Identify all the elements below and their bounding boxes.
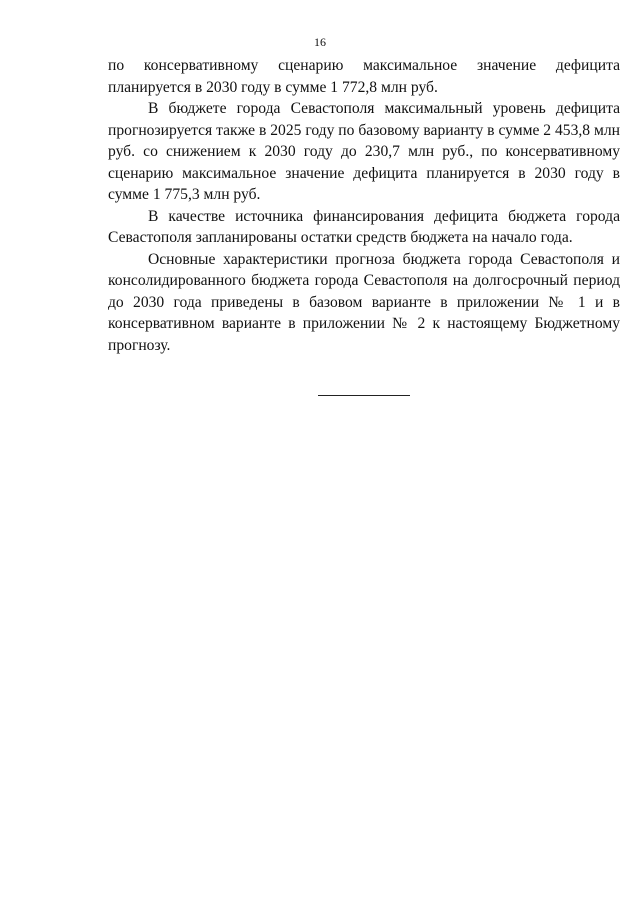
paragraph-forecast-appendices: Основные характеристики прогноза бюджета города Севастополя и консолидированного бюджета города Севастополя на долгосрочный период до 2030 года приведены в базовом варианте в приложении № 1 и в консервативном варианте в приложении № 2 к настоящему Бюджетному прогнозу. <box>108 250 620 354</box>
document-body <box>108 55 620 356</box>
paragraph-deficit-financing-source: В качестве источника финансирования дефицита бюджета города Севастополя запланированы остатки средств бюджета на начало года. <box>108 207 620 246</box>
end-of-text-divider <box>318 395 410 396</box>
paragraph-deficit-conservative-continuation: по консервативному сценарию максимальное значение дефицита планируется в 2030 году в сумме 1 772,8 млн руб. <box>108 57 620 96</box>
paragraph-city-budget-deficit: В бюджете города Севастополя максимальный уровень дефицита прогнозируется также в 2025 году по базовому варианту в сумме 2 453,8 млн руб. со снижением к 2030 году до 230,7 млн руб., по консервативному сценарию максимальное значение дефицита планируется в 2030 году в сумме 1 775,3 млн руб. <box>108 100 620 203</box>
page-number: 16 <box>314 35 326 49</box>
